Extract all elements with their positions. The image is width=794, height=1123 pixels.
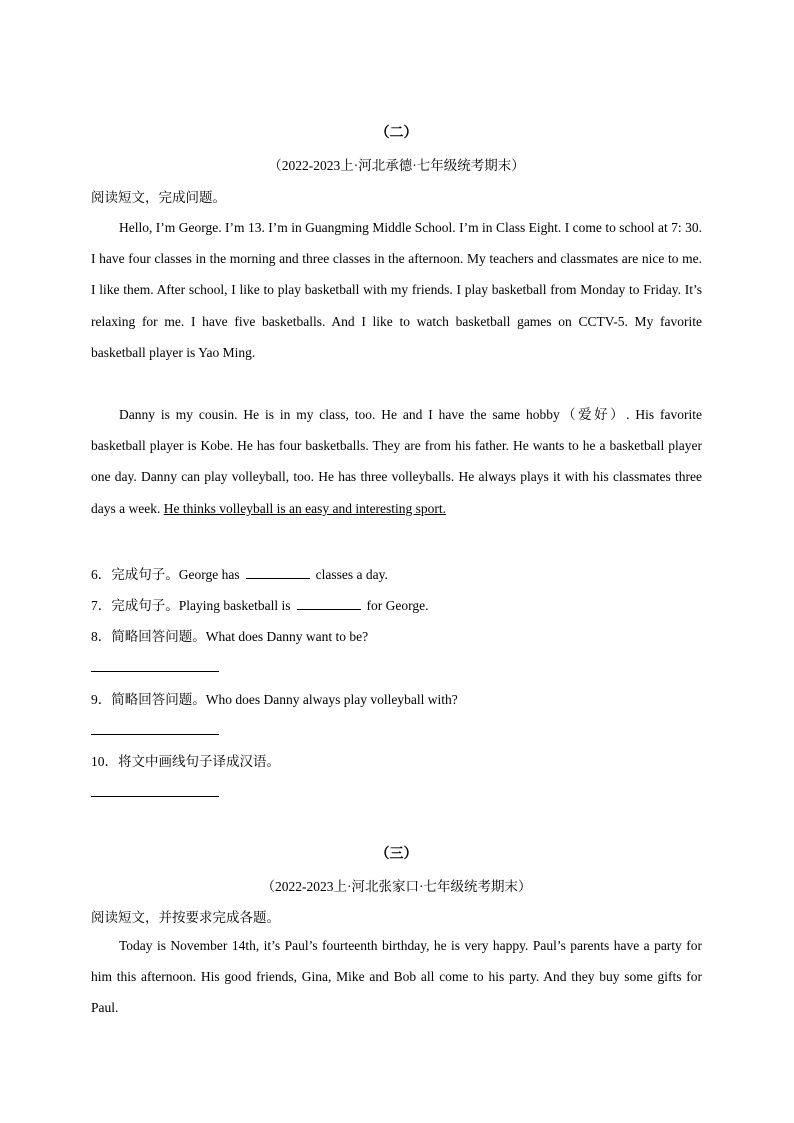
section-2-paragraph-2 [91,399,702,524]
question-8: 8．简略回答问题。What does Danny want to be? [91,629,369,644]
question-7-text: 7．完成句子。Playing basketball is [91,598,291,613]
question-6-text-end: classes a day. [315,567,388,582]
section-3-paragraph-1: Today is November 14th, it’s Paul’s fourteenth birthday, he is very happy. Paul’s parents have a party for him this afternoon. His good friends, Gina, Mike and Bob all come to his party. And they buy some gifts for Paul. [91,938,702,1016]
question-7-blank[interactable] [297,597,361,610]
question-10-answer-line[interactable] [91,796,219,797]
section-3-title: （三） [375,847,418,862]
question-7 [91,594,428,614]
question-9: 9．简略回答问题。Who does Danny always play volleyball with? [91,692,458,707]
section-2-paragraph-1: Hello, I’m George. I’m 13. I’m in Guangming Middle School. I’m in Class Eight. I come to school at 7: 30. I have four classes in the morning and three classes in the afternoon. My teachers and classmates are nice to me. I like them. After school, I like to play basketball with my friends. I play basketball from Monday to Friday. It’s relaxing for me. I have five basketballs. And I like to watch basketball games on CCTV-5. My favorite basketball player is Yao Ming. [91,220,702,360]
question-6-text: 6．完成句子。George has [91,567,240,582]
question-6 [91,563,388,583]
question-10: 10．将文中画线句子译成汉语。 [91,754,280,769]
question-6-blank[interactable] [246,566,310,579]
section-2-source: （2022-2023上·河北承德·七年级统考期末） [268,158,525,173]
section-2-instruction: 阅读短文，完成问题。 [91,190,226,205]
underlined-sentence: He thinks volleyball is an easy and interesting sport. [163,500,447,516]
section-2-title: （二） [375,126,418,141]
section-3-source: （2022-2023上·河北张家口·七年级统考期末） [261,879,532,894]
question-7-text-end: for George. [366,598,429,613]
question-9-answer-line[interactable] [91,734,219,735]
paragraph-2-text: Danny is my cousin. He is in my class, too. He and I have the same hobby（爱好）. His favorite basketball player is Kobe. He has four basketballs. They are from his father. He wants to he a basketball player one day. Danny can play volleyball, too. He has three volleyballs. He always plays it with his classmates three days a week. [91,407,702,516]
question-8-answer-line[interactable] [91,671,219,672]
section-3-instruction: 阅读短文，并按要求完成各题。 [91,910,280,925]
